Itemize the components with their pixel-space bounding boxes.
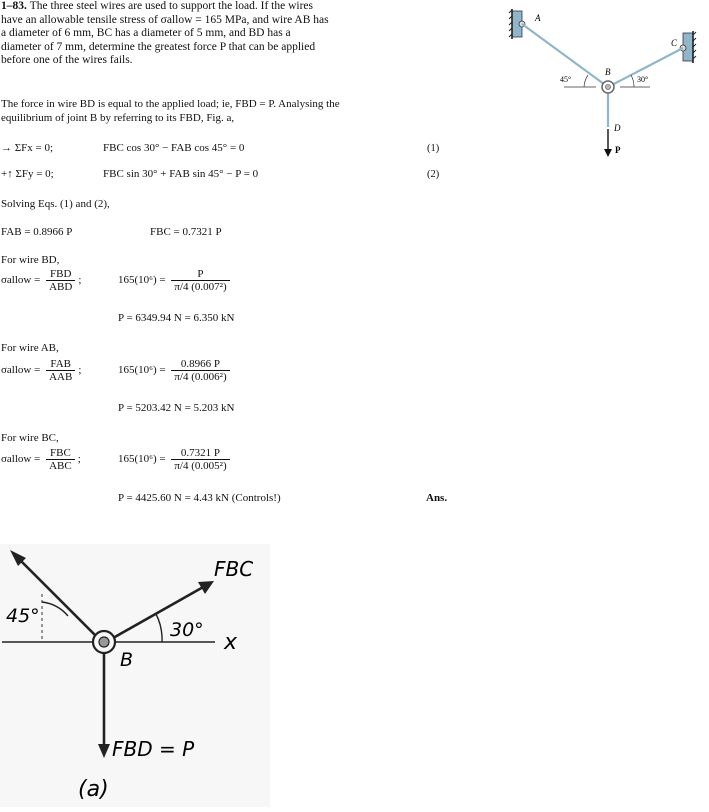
eq1-number: (1) xyxy=(427,143,440,154)
solving-line: Solving Eqs. (1) and (2), xyxy=(1,198,110,210)
wire-ab-stress-eq: 165(10⁶) = $\frac{0.8966 P}{\text{π/4 (0.006²)}}$ xyxy=(118,358,233,383)
wire-ab-result: P = 5203.42 N = 5.203 kN xyxy=(118,402,235,414)
angle-arc-right xyxy=(631,75,634,87)
eq2-number: (2) xyxy=(427,169,440,180)
wire-bd-equation: σallow = $\frac{\text{FBD}}{\text{ABD}}$ ; xyxy=(1,268,82,293)
fab-arrow xyxy=(18,558,102,642)
fbd-figure-panel xyxy=(0,544,270,807)
sigma-allow: σallow xyxy=(1,274,32,287)
angle-arc-30 xyxy=(156,614,162,642)
wire-bc-result: P = 4425.60 N = 4.43 kN (Controls!) xyxy=(118,492,281,504)
label-a: A xyxy=(535,13,541,23)
angle-label-45: 45° xyxy=(560,75,572,84)
eq2-lhs: +↑ ΣFy = 0; xyxy=(1,168,54,180)
figure-caption: (a) xyxy=(78,777,109,802)
force-area-fraction: $\frac{\text{FAB}}{\text{AAB}}$ xyxy=(46,358,75,383)
wire-bc-heading: For wire BC, xyxy=(1,432,59,444)
wire-bd-result: P = 6349.94 N = 6.350 kN xyxy=(118,312,235,324)
angle-label-45: 45° xyxy=(6,605,40,627)
eq2-rhs: FBC sin 30° + FAB sin 45° − P = 0 xyxy=(103,168,259,180)
label-b: B xyxy=(605,67,611,77)
rhs-fraction: $\frac{P}{\text{π/4 (0.007²)}}$ xyxy=(171,268,229,293)
sigma-allow: σallow xyxy=(1,364,32,377)
label-fbc: FBC xyxy=(214,557,254,581)
label-b: B xyxy=(120,649,134,671)
problem-statement xyxy=(1,0,331,68)
label-p: P xyxy=(615,145,621,155)
eq1-rhs: FBC cos 30° − FAB cos 45° = 0 xyxy=(103,142,245,154)
label-c: C xyxy=(671,38,678,48)
label-x: x xyxy=(224,630,238,655)
label-d: D xyxy=(614,123,621,133)
angle-arc-left xyxy=(584,75,588,87)
fbd-figure xyxy=(0,544,270,807)
wire-ab-heading: For wire AB, xyxy=(1,342,59,354)
rhs-fraction: $\frac{0.8966 P}{\text{π/4 (0.006²)}}$ xyxy=(171,358,229,383)
angle-label-30: 30° xyxy=(170,619,204,641)
label-fbd: FBD = P xyxy=(112,737,195,761)
angle-label-30: 30° xyxy=(637,75,649,84)
fbc-result: FBC = 0.7321 P xyxy=(150,226,222,238)
fbd-arrowhead xyxy=(98,744,110,758)
answer-label: Ans. xyxy=(426,492,448,504)
solution-intro-1: The force in wire BD is equal to the applied load; ie, FBD = P. Analysing the xyxy=(1,98,340,110)
problem-text: The three steel wires are used to support the load. If the wires have an allowable tensile stress of σallow = 165 MPa, and wire AB has a diameter of 6 mm, BC has a diameter of 5 mm, and BD has a diameter of 7 mm, determine the greatest force P that can be applied before one of the wires fails. xyxy=(1,0,329,67)
eq1-lhs: → ΣFx = 0; xyxy=(1,142,54,154)
load-arrowhead xyxy=(604,149,612,157)
fab-result: FAB = 0.8966 P xyxy=(1,226,73,238)
problem-number: 1–83. xyxy=(1,0,27,12)
force-area-fraction: $\frac{\text{FBD}}{\text{ABD}}$ xyxy=(46,268,75,293)
force-area-fraction: $\frac{\text{FBC}}{\text{ABC}}$ xyxy=(46,447,75,472)
wire-bd-heading: For wire BD, xyxy=(1,254,60,266)
wire-bd-stress-eq: 165(10⁶) = $\frac{P}{\text{π/4 (0.007²)}}$ xyxy=(118,268,233,293)
structure-figure xyxy=(500,5,705,165)
wire-bc-stress-eq: 165(10⁶) = $\frac{0.7321 P}{\text{π/4 (0.005²)}}$ xyxy=(118,447,233,472)
rhs-fraction: $\frac{0.7321 P}{\text{π/4 (0.005²)}}$ xyxy=(171,447,229,472)
solution-intro-2: equilibrium of joint B by referring to its FBD, Fig. a, xyxy=(1,112,235,124)
sigma-allow: σallow xyxy=(1,453,32,466)
wire-bc-equation: σallow = $\frac{\text{FBC}}{\text{ABC}}$ ; xyxy=(1,447,81,472)
wire-ab-equation: σallow = $\frac{\text{FAB}}{\text{AAB}}$ ; xyxy=(1,358,82,383)
